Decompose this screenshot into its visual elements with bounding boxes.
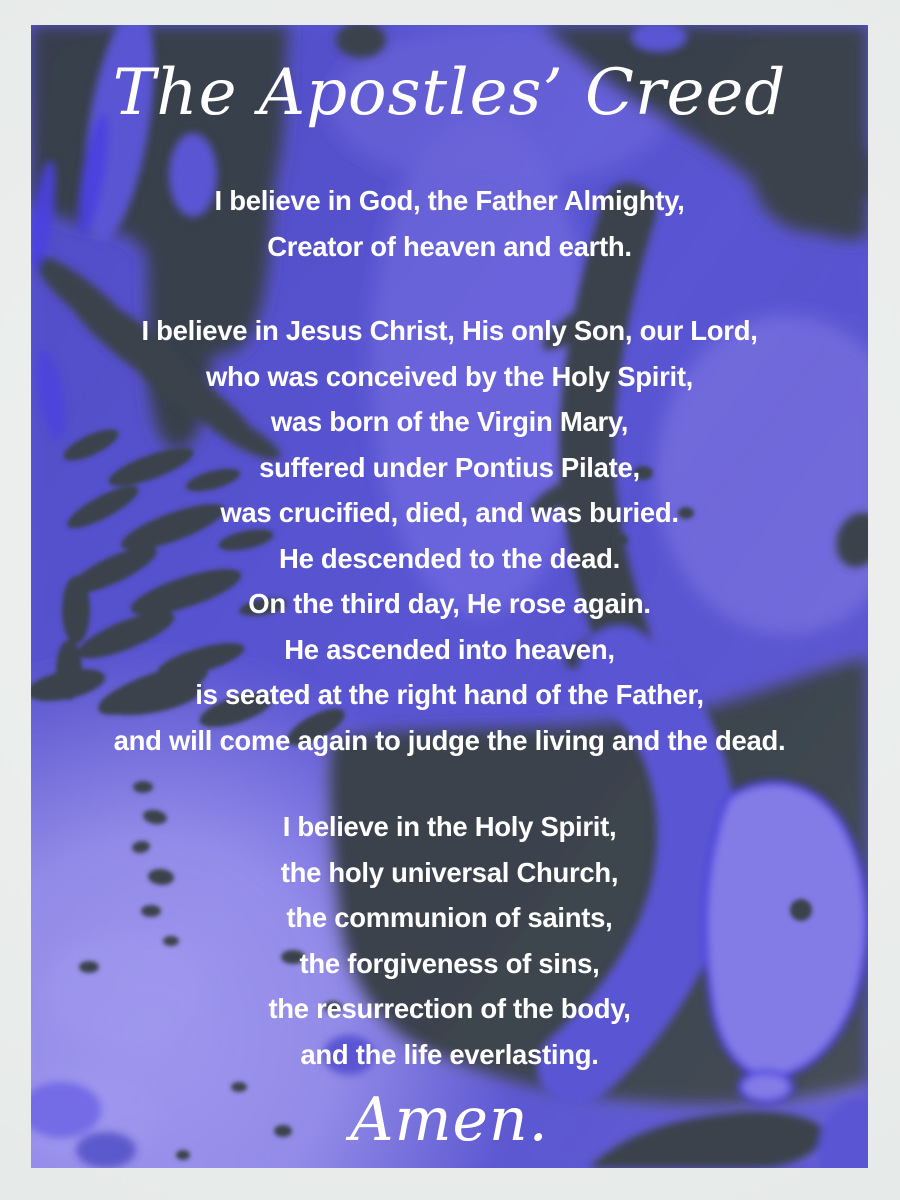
creed-text-layer <box>31 25 868 1168</box>
amen-text: Amen. <box>350 1085 549 1155</box>
creed-line: suffered under Pontius Pilate, <box>259 451 640 483</box>
stanza-3 <box>31 804 868 1077</box>
stanza-2 <box>31 308 868 763</box>
creed-line: On the third day, He rose again. <box>248 588 651 619</box>
creed-line: and will come again to judge the living and the dead. <box>113 724 786 756</box>
creed-line: the holy universal Church, <box>280 856 619 888</box>
creed-line: Creator of heaven and earth. <box>267 230 632 262</box>
creed-line: He ascended into heaven, <box>284 633 615 665</box>
creed-line: who was conceived by the Holy Spirit, <box>205 360 694 392</box>
creed-line: the forgiveness of sins, <box>299 947 600 979</box>
creed-line: is seated at the right hand of the Father, <box>195 679 704 710</box>
creed-line: I believe in God, the Father Almighty, <box>214 185 685 216</box>
creed-line: and the life everlasting. <box>300 1038 599 1070</box>
creed-line: was crucified, died, and was buried. <box>220 497 679 528</box>
stanza-1 <box>31 178 868 269</box>
creed-line: I believe in Jesus Christ, His only Son, our Lord, <box>141 315 758 346</box>
creed-poster <box>31 25 868 1168</box>
creed-line: I believe in the Holy Spirit, <box>282 811 617 842</box>
poster-title: The Apostles’ Creed <box>112 56 787 130</box>
creed-line: the resurrection of the body, <box>268 993 631 1024</box>
creed-line: was born of the Virgin Mary, <box>270 406 629 437</box>
creed-line: He descended to the dead. <box>279 542 620 574</box>
creed-line: the communion of saints, <box>286 902 613 933</box>
